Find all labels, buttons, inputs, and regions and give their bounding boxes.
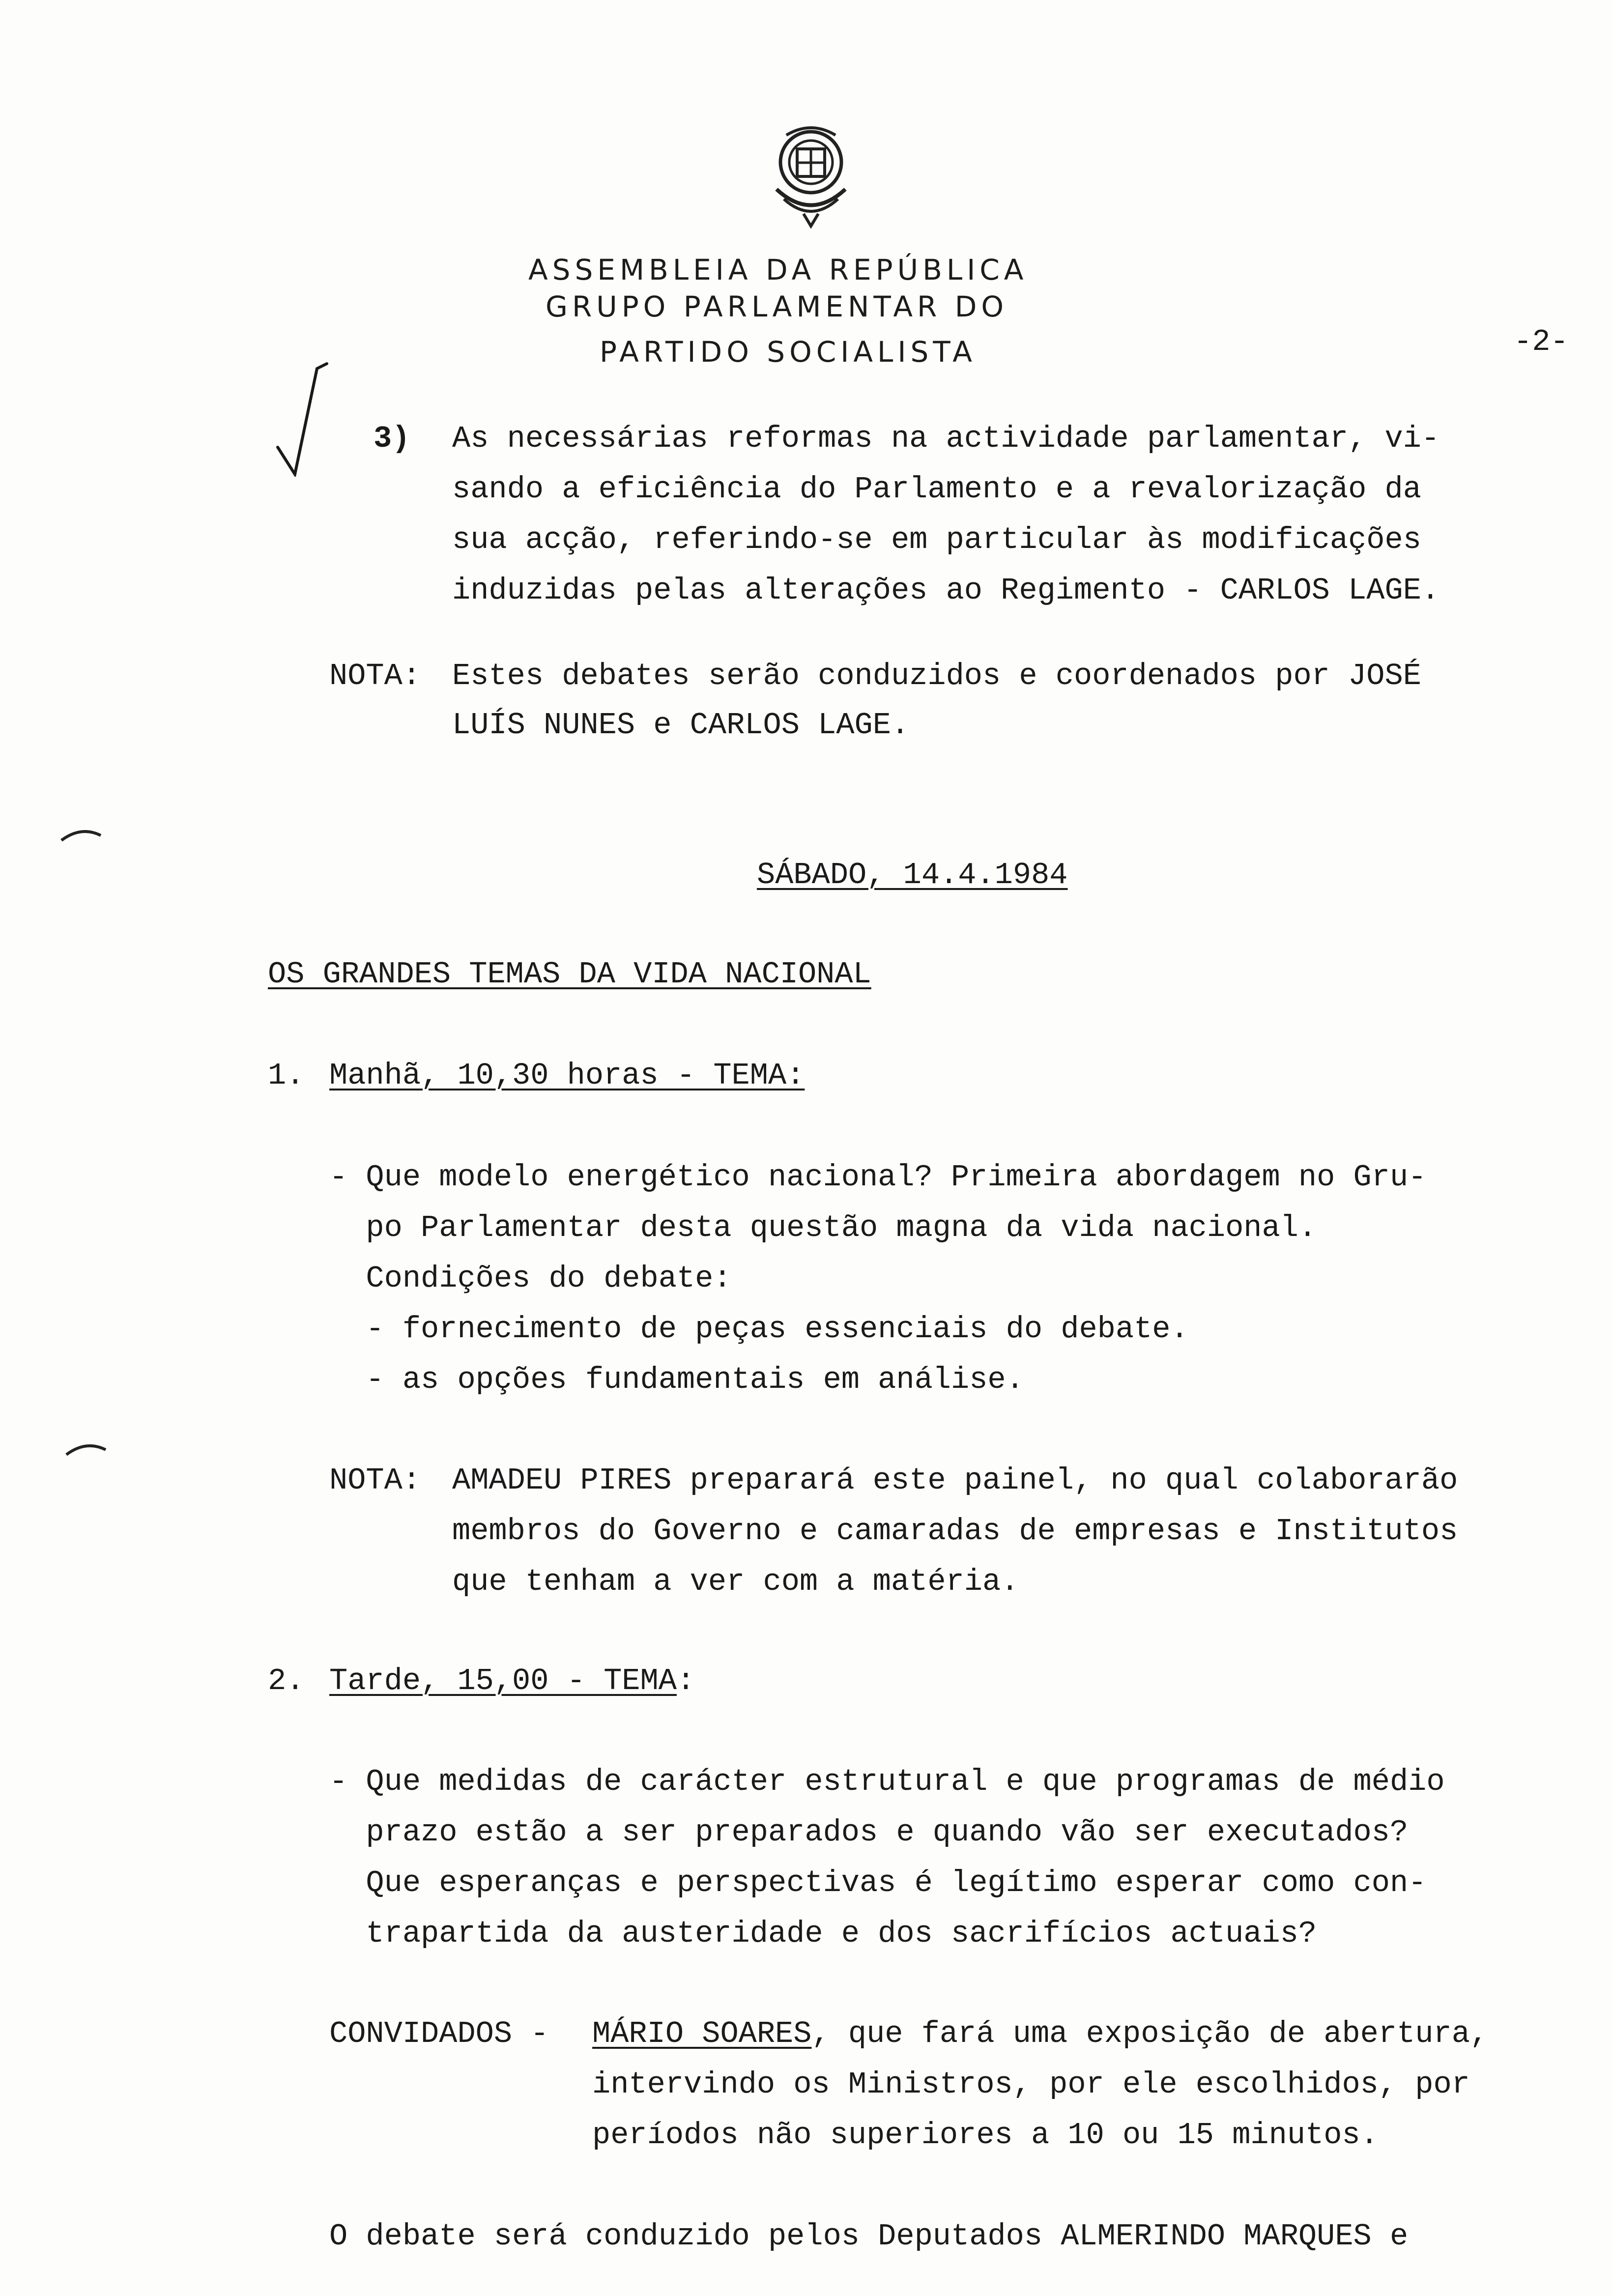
nota1-line-2: LUÍS NUNES e CARLOS LAGE.	[452, 708, 910, 743]
item3-line-3: sua acção, referindo-se em particular às modificações	[452, 522, 1421, 557]
org-title-line3: PARTIDO SOCIALISTA	[600, 335, 977, 369]
margin-mark-2	[64, 1440, 108, 1460]
session2-heading-suffix: :	[676, 1664, 695, 1698]
session2-number: 2.	[268, 1664, 305, 1698]
org-title-line1: ASSEMBLEIA DA REPÚBLICA	[528, 253, 1028, 287]
convidados-first-line	[592, 2016, 1489, 2051]
session2-line-3: Que esperanças e perspectivas é legítimo esperar como con-	[329, 1866, 1427, 1900]
convidados-name: MÁRIO SOARES	[592, 2016, 812, 2051]
nota1-line-1: Estes debates serão conduzidos e coordenados por JOSÉ	[452, 659, 1421, 693]
session1-number: 1.	[268, 1058, 305, 1093]
page-number: -2-	[1514, 324, 1569, 359]
convidados-first-line-rest: , que fará uma exposição de abertura,	[811, 2016, 1489, 2051]
convidados-line-2: intervindo os Ministros, por ele escolhidos, por	[592, 2067, 1470, 2102]
session1-line-4: - fornecimento de peças essenciais do debate.	[329, 1312, 1189, 1347]
session2-heading-wrap	[329, 1666, 695, 1696]
convidados-line-3: períodos não superiores a 10 ou 15 minutos.	[592, 2118, 1379, 2152]
margin-mark-1	[59, 826, 103, 845]
nota2-line-1: AMADEU PIRES preparará este painel, no qual colaborarão	[452, 1463, 1458, 1498]
nota1-label: NOTA:	[329, 659, 421, 693]
session1-line-3: Condições do debate:	[329, 1261, 732, 1296]
item3-line-1: As necessárias reformas na actividade parlamentar, vi-	[452, 421, 1440, 456]
org-title-line2: GRUPO PARLAMENTAR DO	[546, 290, 1008, 323]
section-heading: OS GRANDES TEMAS DA VIDA NACIONAL	[268, 957, 871, 992]
session1-heading: Manhã, 10,30 horas - TEMA:	[329, 1058, 805, 1093]
session2-line-1: - Que medidas de carácter estrutural e que programas de médio	[329, 1764, 1445, 1799]
coat-of-arms-emblem-icon	[757, 115, 865, 229]
session1-line-1: - Que modelo energético nacional? Primeira abordagem no Gru-	[329, 1160, 1427, 1195]
date-heading: SÁBADO, 14.4.1984	[757, 858, 1068, 892]
session2-line-4: trapartida da austeridade e dos sacrifícios actuais?	[329, 1916, 1317, 1951]
session1-line-5: - as opções fundamentais em análise.	[329, 1362, 1024, 1397]
nota2-line-2: membros do Governo e camaradas de empresas e Institutos	[452, 1514, 1458, 1549]
session2-line-2: prazo estão a ser preparados e quando vão ser executados?	[329, 1815, 1409, 1850]
nota2-line-3: que tenham a ver com a matéria.	[452, 1564, 1019, 1599]
handwritten-checkmark-icon	[268, 359, 332, 477]
closing-line: O debate será conduzido pelos Deputados ALMERINDO MARQUES e	[329, 2219, 1409, 2254]
convidados-label: CONVIDADOS -	[329, 2016, 549, 2051]
item3-line-2: sando a eficiência do Parlamento e a revalorização da	[452, 472, 1421, 507]
item3-label: 3)	[374, 421, 410, 456]
session1-line-2: po Parlamentar desta questão magna da vida nacional.	[329, 1210, 1317, 1245]
item3-line-4: induzidas pelas alterações ao Regimento - CARLOS LAGE.	[452, 573, 1440, 608]
nota2-label: NOTA:	[329, 1463, 421, 1498]
session2-heading: Tarde, 15,00 - TEMA	[329, 1664, 677, 1698]
